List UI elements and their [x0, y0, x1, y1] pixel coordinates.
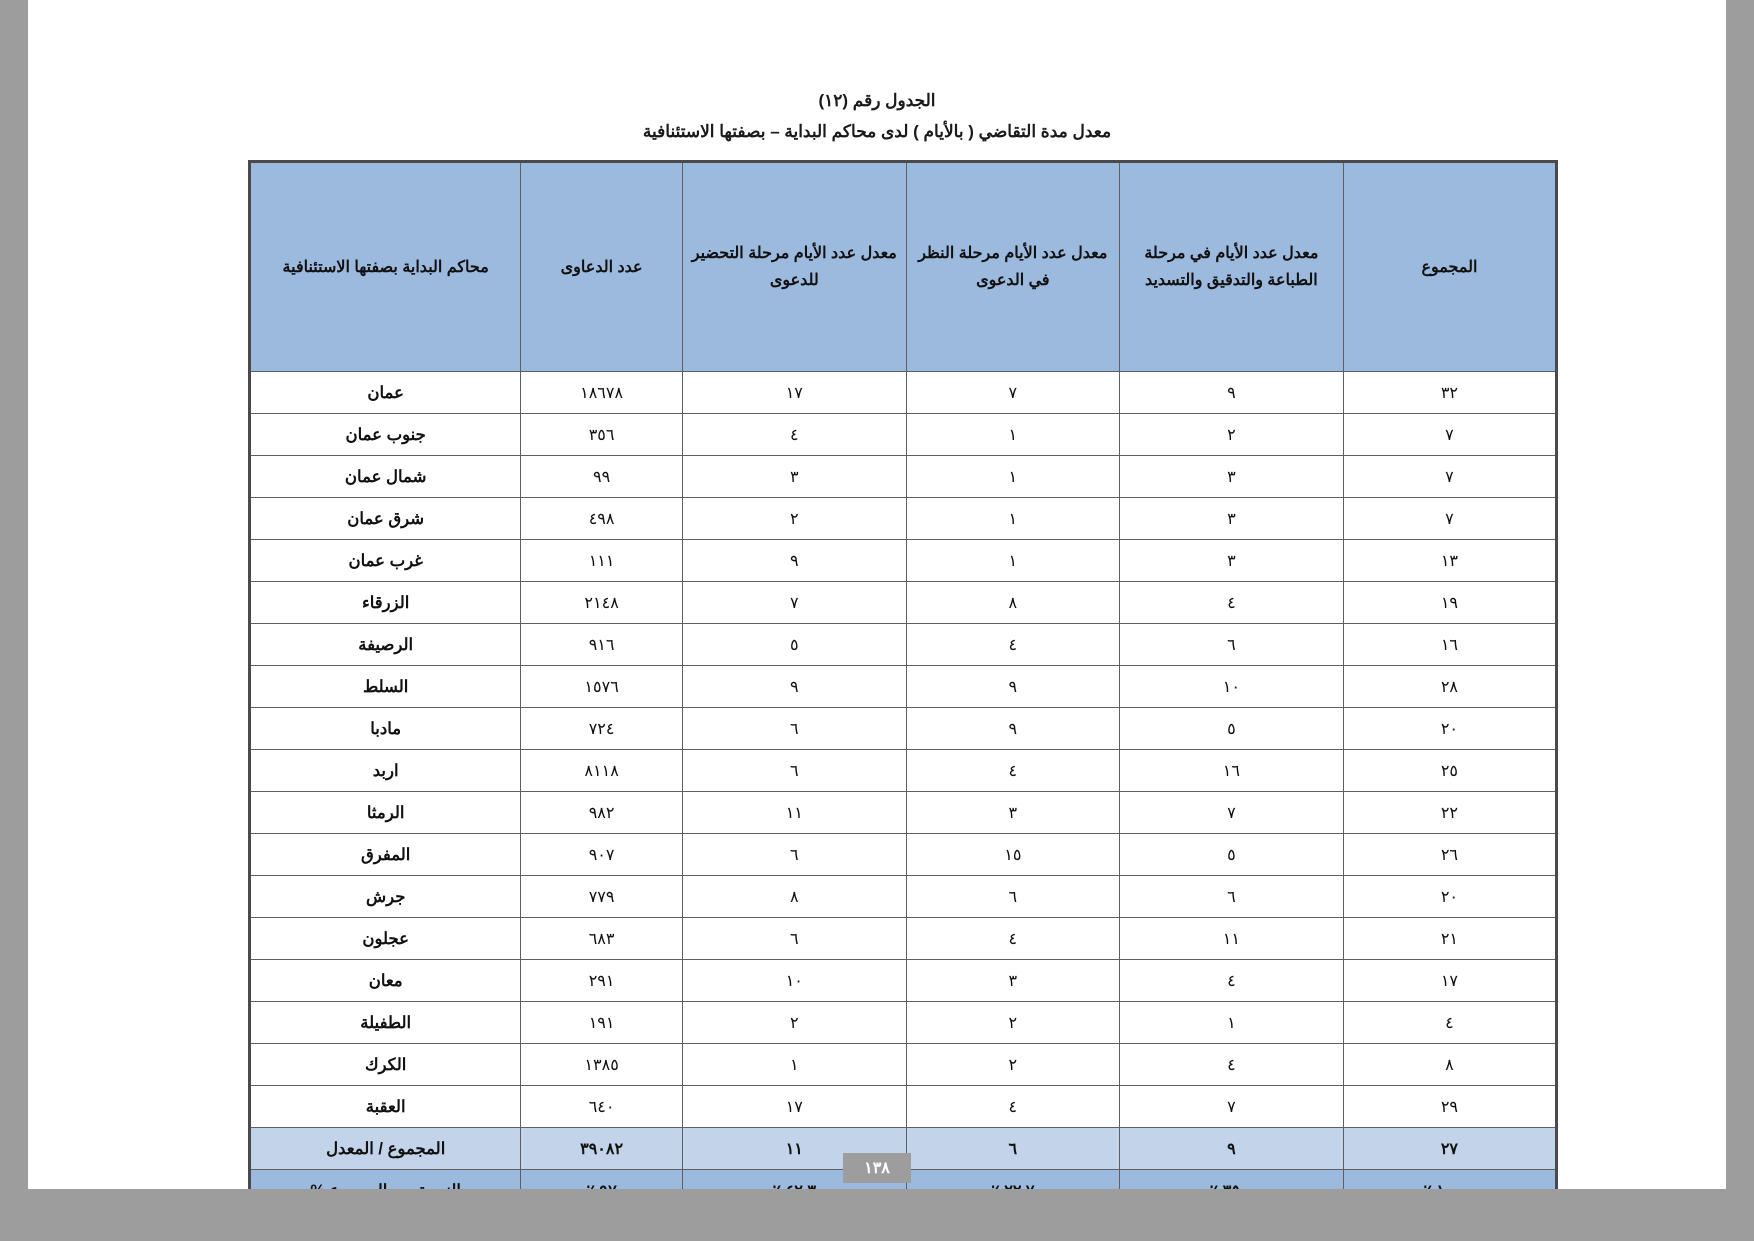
table-row	[250, 372, 1557, 414]
cell-printing: ٣	[1119, 540, 1343, 582]
cell-court: الرمثا	[250, 792, 521, 834]
cell-cases: ٩٨٢	[521, 792, 682, 834]
cell-cases: ٤٩٨	[521, 498, 682, 540]
cell-printing: ٦	[1119, 876, 1343, 918]
cell-prep: ١١	[682, 792, 906, 834]
table-row	[250, 540, 1557, 582]
cell-court: الرصيفة	[250, 624, 521, 666]
cell-review: ١	[906, 456, 1119, 498]
cell-review: ٤	[906, 918, 1119, 960]
cell-printing: ٥	[1119, 708, 1343, 750]
cell-total: ٢٦	[1343, 834, 1556, 876]
table-row	[250, 708, 1557, 750]
cell-total: ٤	[1343, 1002, 1556, 1044]
cell-review: ٣	[906, 960, 1119, 1002]
table-header-row	[250, 162, 1557, 372]
cell-cases: ١١١	[521, 540, 682, 582]
cell-cases: ٢٩١	[521, 960, 682, 1002]
cell-printing: ٤	[1119, 582, 1343, 624]
cell-review: ٦	[906, 1128, 1119, 1170]
cell-prep: ٩	[682, 666, 906, 708]
cell-review: ٢	[906, 1002, 1119, 1044]
cell-court: الكرك	[250, 1044, 521, 1086]
table-body	[250, 372, 1557, 1213]
cell-prep: ٣	[682, 456, 906, 498]
table-row	[250, 624, 1557, 666]
cell-total: ٢٠	[1343, 708, 1556, 750]
cell-total: ٢٥	[1343, 750, 1556, 792]
table-row	[250, 666, 1557, 708]
cell-review: ٩	[906, 708, 1119, 750]
cell-court: غرب عمان	[250, 540, 521, 582]
table-row	[250, 1002, 1557, 1044]
cell-prep: ٦	[682, 918, 906, 960]
cell-prep: ٦	[682, 834, 906, 876]
cell-printing: ١٠	[1119, 666, 1343, 708]
header-case-count: عدد الدعاوى	[521, 162, 682, 372]
cell-court: العقبة	[250, 1086, 521, 1128]
bottom-margin-band	[0, 1189, 1754, 1241]
cell-cases: ٧٢٤	[521, 708, 682, 750]
cell-cases: ٢١٤٨	[521, 582, 682, 624]
cell-prep: ٤	[682, 414, 906, 456]
cell-printing: ٤	[1119, 1044, 1343, 1086]
cell-court: المفرق	[250, 834, 521, 876]
cell-review: ٤	[906, 1086, 1119, 1128]
cell-cases: ٩٩	[521, 456, 682, 498]
cell-prep: ٥	[682, 624, 906, 666]
cell-court: الزرقاء	[250, 582, 521, 624]
table-row	[250, 792, 1557, 834]
header-review-stage: معدل عدد الأيام مرحلة النظر في الدعوى	[906, 162, 1119, 372]
cell-prep: ١٧	[682, 1086, 906, 1128]
table-row	[250, 834, 1557, 876]
cell-total: ٧	[1343, 414, 1556, 456]
cell-row-label: المجموع / المعدل	[250, 1128, 521, 1170]
table-row	[250, 918, 1557, 960]
cell-printing: ٩	[1119, 1128, 1343, 1170]
header-total: المجموع	[1343, 162, 1556, 372]
table-row	[250, 1086, 1557, 1128]
table-row	[250, 414, 1557, 456]
cell-printing: ٤	[1119, 960, 1343, 1002]
cell-cases: ٩٠٧	[521, 834, 682, 876]
cell-printing: ٦	[1119, 624, 1343, 666]
cell-court: عمان	[250, 372, 521, 414]
cell-cases: ٦٨٣	[521, 918, 682, 960]
cell-prep: ١	[682, 1044, 906, 1086]
cell-cases: ١٥٧٦	[521, 666, 682, 708]
cell-total: ٧	[1343, 498, 1556, 540]
header-preparation-stage: معدل عدد الأيام مرحلة التحضير للدعوى	[682, 162, 906, 372]
cell-printing: ٢	[1119, 414, 1343, 456]
header-court-name: محاكم البداية بصفتها الاستئنافية	[250, 162, 521, 372]
table-row	[250, 876, 1557, 918]
cell-printing: ١	[1119, 1002, 1343, 1044]
left-margin-band	[0, 0, 28, 1241]
cell-prep: ٦	[682, 708, 906, 750]
cell-review: ٣	[906, 792, 1119, 834]
cell-prep: ٢	[682, 498, 906, 540]
cell-prep: ١٧	[682, 372, 906, 414]
page-number: ١٣٨	[843, 1153, 911, 1183]
cell-cases: ٦٤٠	[521, 1086, 682, 1128]
cell-court: السلط	[250, 666, 521, 708]
cell-printing: ١٦	[1119, 750, 1343, 792]
cell-court: شمال عمان	[250, 456, 521, 498]
cell-court: شرق عمان	[250, 498, 521, 540]
table-row	[250, 582, 1557, 624]
cell-prep: ١٠	[682, 960, 906, 1002]
cell-printing: ٣	[1119, 498, 1343, 540]
cell-total: ١٦	[1343, 624, 1556, 666]
cell-total: ٢٩	[1343, 1086, 1556, 1128]
cell-court: مادبا	[250, 708, 521, 750]
cell-court: جنوب عمان	[250, 414, 521, 456]
cell-cases: ١٣٨٥	[521, 1044, 682, 1086]
cell-cases: ٣٩٠٨٢	[521, 1128, 682, 1170]
cell-printing: ٥	[1119, 834, 1343, 876]
cell-prep: ١١	[682, 1128, 906, 1170]
cell-cases: ١٩١	[521, 1002, 682, 1044]
right-margin-band	[1726, 0, 1754, 1241]
cell-review: ١٥	[906, 834, 1119, 876]
table-number: الجدول رقم (١٢)	[818, 91, 936, 110]
cell-printing: ٩	[1119, 372, 1343, 414]
cell-total: ١٣	[1343, 540, 1556, 582]
cell-prep: ٩	[682, 540, 906, 582]
cell-review: ١	[906, 498, 1119, 540]
cell-review: ٧	[906, 372, 1119, 414]
cell-total: ٣٢	[1343, 372, 1556, 414]
cell-printing: ٧	[1119, 1086, 1343, 1128]
cell-printing: ٣	[1119, 456, 1343, 498]
cell-prep: ٧	[682, 582, 906, 624]
cell-cases: ٣٥٦	[521, 414, 682, 456]
cell-total: ٨	[1343, 1044, 1556, 1086]
cell-total: ٢٧	[1343, 1128, 1556, 1170]
cell-review: ٦	[906, 876, 1119, 918]
header-printing-stage: معدل عدد الأيام في مرحلة الطباعة والتدقيق والتسديد	[1119, 162, 1343, 372]
cell-total: ٧	[1343, 456, 1556, 498]
cell-printing: ١١	[1119, 918, 1343, 960]
cell-review: ٤	[906, 624, 1119, 666]
cell-prep: ٦	[682, 750, 906, 792]
cell-review: ٩	[906, 666, 1119, 708]
cell-total: ٢٠	[1343, 876, 1556, 918]
cell-review: ٢	[906, 1044, 1119, 1086]
cell-printing: ٧	[1119, 792, 1343, 834]
cell-court: جرش	[250, 876, 521, 918]
table-row	[250, 750, 1557, 792]
cell-prep: ٢	[682, 1002, 906, 1044]
cell-review: ١	[906, 540, 1119, 582]
table-row	[250, 498, 1557, 540]
table-titles	[0, 88, 1754, 146]
cell-review: ٤	[906, 750, 1119, 792]
cell-court: اربد	[250, 750, 521, 792]
cell-total: ٢١	[1343, 918, 1556, 960]
cell-review: ١	[906, 414, 1119, 456]
cell-total: ٢٨	[1343, 666, 1556, 708]
table-row	[250, 1044, 1557, 1086]
table-row	[250, 456, 1557, 498]
cell-cases: ٧٧٩	[521, 876, 682, 918]
cell-total: ١٧	[1343, 960, 1556, 1002]
cell-court: الطفيلة	[250, 1002, 521, 1044]
cell-court: معان	[250, 960, 521, 1002]
cell-total: ٢٢	[1343, 792, 1556, 834]
table-row	[250, 960, 1557, 1002]
cell-cases: ١٨٦٧٨	[521, 372, 682, 414]
cell-court: عجلون	[250, 918, 521, 960]
table-caption: معدل مدة التقاضي ( بالأيام ) لدى محاكم البداية – بصفتها الاستئنافية	[642, 122, 1112, 141]
cell-review: ٨	[906, 582, 1119, 624]
litigation-duration-table	[248, 160, 1558, 1214]
cell-cases: ٩١٦	[521, 624, 682, 666]
cell-total: ١٩	[1343, 582, 1556, 624]
cell-prep: ٨	[682, 876, 906, 918]
cell-cases: ٨١١٨	[521, 750, 682, 792]
table-header	[250, 162, 1557, 372]
